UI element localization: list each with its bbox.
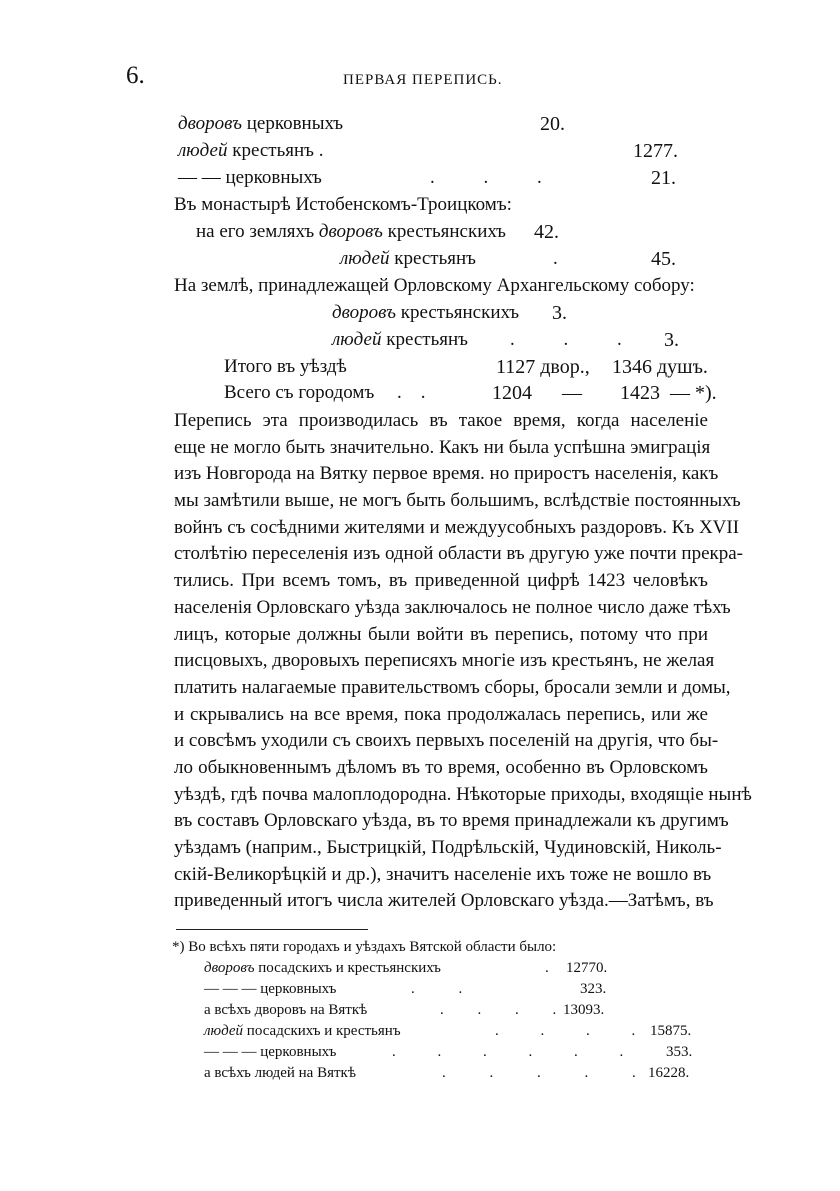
label-text: крестьянскихъ <box>387 221 506 242</box>
leader-dots: . <box>553 248 558 269</box>
table-value: 3. <box>664 329 679 351</box>
table-value: 45. <box>651 248 676 270</box>
body-line: лицъ, которые должны были войти въ перепись, потому что при <box>174 623 708 645</box>
table-grand-dush: 1423 <box>620 382 660 404</box>
label-italic: дворовъ <box>318 221 383 242</box>
leader-dots: . . <box>411 981 463 997</box>
leader-dots: . . . . <box>495 1023 636 1039</box>
label-text: крестьянскихъ <box>400 302 520 323</box>
label-text: крестьянъ . <box>232 140 324 161</box>
body-line: тились. При всемъ томъ, въ приведенной цифрѣ 1423 человѣкъ <box>174 570 708 592</box>
table-value: 42. <box>534 221 559 243</box>
body-line: населенія Орловскаго уѣзда заключалось не полное число даже тѣхъ <box>174 596 731 618</box>
leader-dots: . . <box>397 382 426 403</box>
table-row-label <box>178 139 324 163</box>
footnote-value: 323. <box>580 981 607 997</box>
table-grand-dvor: 1204 <box>492 382 532 404</box>
body-line: мы замѣтили выше, не могъ быть большимъ, вслѣдствіе постоянныхъ <box>174 490 741 512</box>
leader-dots: . . . <box>430 167 564 188</box>
label-text: посадскихъ и крестьянскихъ <box>258 960 441 976</box>
label-italic: дворовъ <box>204 960 255 976</box>
table-total-dvor: 1127 двор., <box>496 356 590 378</box>
body-line: скій-Великорѣцкій и др.), значитъ населеніе ихъ тоже не вошло въ <box>174 863 712 885</box>
body-line: платить налагаемые правительствомъ сборы, бросали земли и домы, <box>174 676 731 698</box>
footnote-label <box>204 1021 401 1041</box>
footnote-value: 353. <box>666 1044 693 1060</box>
body-line: въ составъ Орловскаго уѣзда, въ то время принадлежали къ другимъ <box>174 810 729 832</box>
leader-dots: . <box>545 960 549 976</box>
body-paragraph <box>174 408 752 915</box>
footnote-value: 12770. <box>566 960 608 976</box>
table-row-label <box>340 247 476 271</box>
leader-dots: . . . <box>510 329 644 350</box>
label-text: посадскихъ и крестьянъ <box>246 1023 401 1039</box>
body-line: войнъ съ сосѣдними жителями и междуусобныхъ раздоровъ. Къ XVII <box>174 516 740 538</box>
footnote-value: 13093. <box>563 1002 605 1018</box>
table-total-dush: 1346 душъ. <box>612 356 708 378</box>
footnote-label: — — — церковныхъ <box>204 981 337 997</box>
table-value: 3. <box>552 302 567 324</box>
label-italic: дворовъ <box>332 302 396 323</box>
body-line: изъ Новгорода на Вятку первое время. но приростъ населенія, какъ <box>174 463 719 485</box>
body-line: и скрывались на все время, пока продолжалась перепись, или же <box>174 703 708 725</box>
table-row-label <box>332 301 519 325</box>
label-text: на его земляхъ <box>196 221 315 242</box>
table-row-label <box>332 328 468 352</box>
table-grand-label: Всего съ городомъ <box>224 382 375 403</box>
body-line: приведенный итогъ числа жителей Орловскаго уѣзда.—Затѣмъ, въ <box>174 890 714 912</box>
leader-dots: . . . . . . <box>392 1044 624 1060</box>
label-text: — — церковныхъ <box>178 167 322 188</box>
body-line: Перепись эта производилась въ такое время, когда населеніе <box>174 410 708 431</box>
body-line: и совсѣмъ уходили съ своихъ первыхъ поселеній на другія, что бы- <box>174 730 719 752</box>
table-value: 20. <box>540 113 565 135</box>
label-text: крестьянъ <box>394 248 476 269</box>
body-line: еще не могло быть значительно. Какъ ни была успѣшна эмиграція <box>174 436 711 458</box>
footnote-ref: — *). <box>670 382 717 404</box>
label-text: крестьянъ <box>386 329 468 350</box>
footnote-label: а всѣхъ дворовъ на Вяткѣ <box>204 1002 368 1018</box>
table-value: 1277. <box>633 140 678 162</box>
table-subheading: Въ монастырѣ Истобенскомъ-Троицкомъ: <box>174 194 512 215</box>
label-italic: дворовъ <box>178 113 242 134</box>
footnote-label: а всѣхъ людей на Вяткѣ <box>204 1065 356 1081</box>
footnote-label <box>204 958 441 978</box>
label-italic: людей <box>332 329 382 350</box>
body-line: писцовыхъ, дворовыхъ переписяхъ многіе изъ крестьянъ, не желая <box>174 650 715 672</box>
leader-dots: . . . . <box>440 1002 557 1018</box>
footnote-value: 15875. <box>650 1023 692 1039</box>
leader-dots: . . . . . <box>442 1065 636 1081</box>
body-line: ло обыкновеннымъ дѣломъ въ то время, особенно въ Орловскомъ <box>174 756 708 778</box>
body-line: столѣтію переселенія изъ одной области въ другую уже почти прекра- <box>174 543 743 565</box>
table-subheading: На землѣ, принадлежащей Орловскому Архангельскому собору: <box>174 275 695 296</box>
table-row-label <box>178 166 322 190</box>
label-italic: людей <box>178 140 228 161</box>
footnote-value: 16228. <box>648 1065 690 1081</box>
body-line: уѣздамъ (наприм., Быстрицкій, Подрѣльскій, Чудиновскій, Николь- <box>174 837 722 858</box>
table-row-label <box>178 112 343 136</box>
body-line: уѣздѣ, гдѣ почва малоплодородна. Нѣкоторые приходы, входящіе нынѣ <box>174 783 752 805</box>
page-number: 6. <box>126 62 145 89</box>
table-dash: — <box>562 382 582 404</box>
label-italic: людей <box>340 248 390 269</box>
label-italic: людей <box>204 1023 244 1039</box>
footnote-intro: *) Во всѣхъ пяти городахъ и уѣздахъ Вятской области было: <box>172 939 557 955</box>
table-value: 21. <box>651 167 676 189</box>
table-row-label <box>196 220 506 244</box>
label-text: церковныхъ <box>246 113 344 134</box>
table-total-label: Итого въ уѣздѣ <box>224 356 347 377</box>
running-title: ПЕРВАЯ ПЕРЕПИСЬ. <box>343 72 503 88</box>
footnote-label: — — — церковныхъ <box>204 1044 337 1060</box>
footnote-divider <box>176 929 368 930</box>
